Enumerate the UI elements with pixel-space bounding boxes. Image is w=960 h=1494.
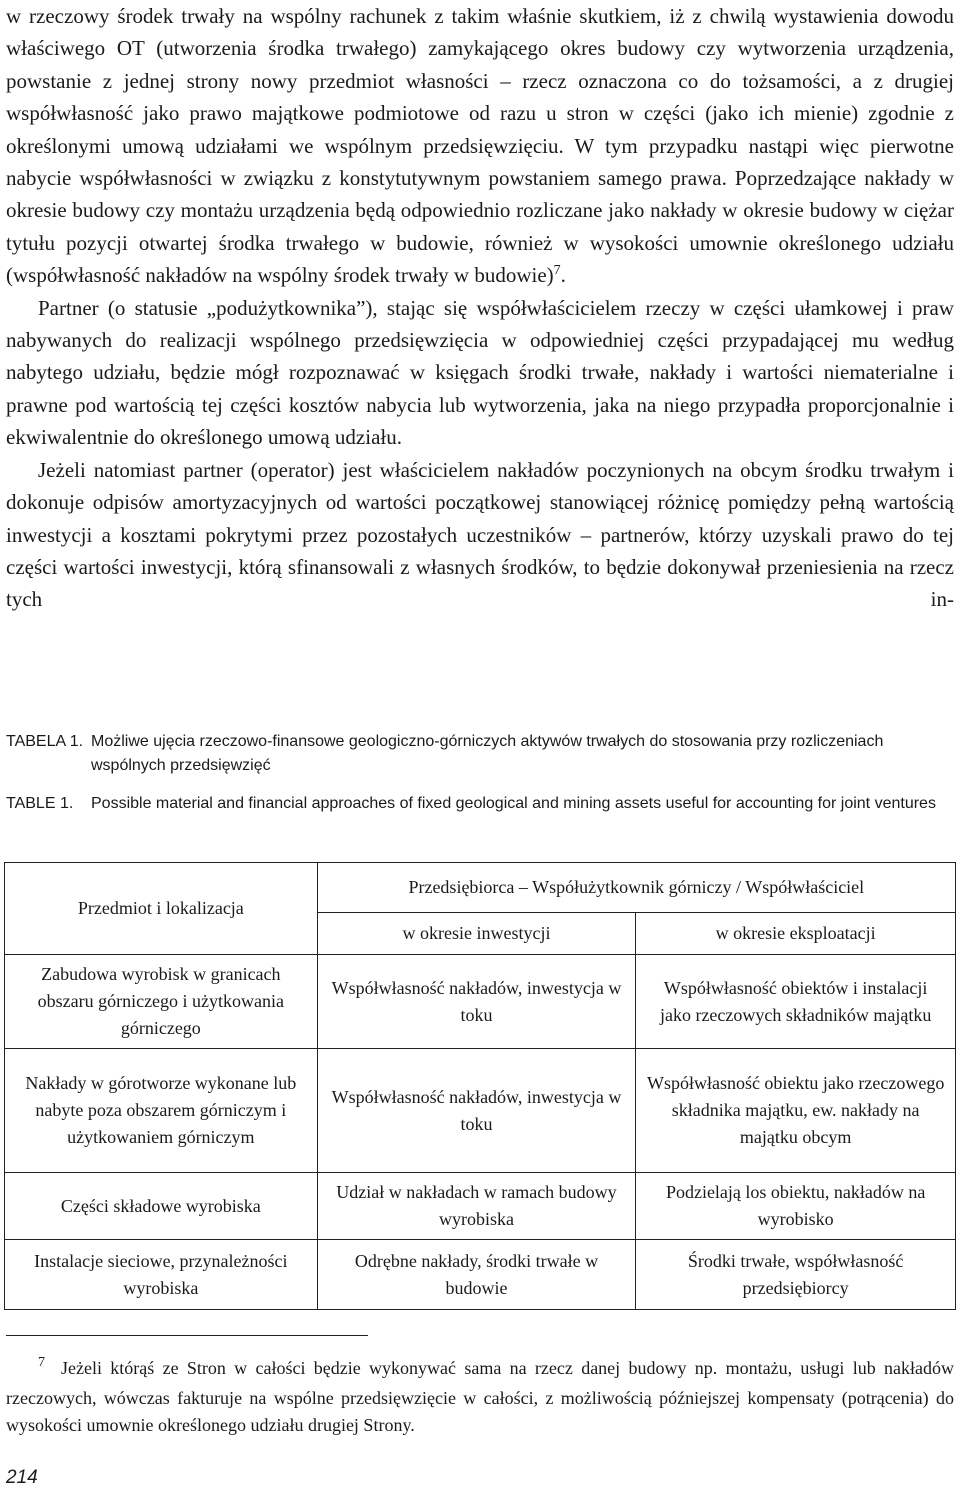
cell-operation: Podzielają los obiektu, nakładów na wyrobisko — [636, 1173, 956, 1240]
table-header-row-1 — [5, 863, 956, 913]
paragraph-1-text: w rzeczowy środek trwały na wspólny rachunek z takim właśnie skutkiem, iż z chwilą wystawienia dowodu właściwego OT (utworzenia środka trwałego) zamykającego okres budowy czy wytworzenia urządzenia, powstanie z jednej strony nowy przedmiot własności – rzecz oznaczona co do tożsamości, a z drugiej współwłasność jako prawo majątkowe podmiotowe od razu u stron w części (jako ich mienie) zgodnie z określonymi umową udziałami we wspólnym przedsięwzięciu. W tym przypadku nastąpi więc pierwotne nabycie współwłasności w związku z konstytutywnym powstaniem samego prawa. Poprzedzające nakłady w okresie budowy czy montażu urządzenia będą odpowiednio rozliczane jako nakłady w okresie budowy w ciężar tytułu pozycji otwartej środka trwałego w budowie, również w wysokości umownie określonego udziału (współwłasność nakładów na wspólny środek trwały w budowie) — [6, 4, 954, 288]
paragraph-1 — [6, 0, 954, 292]
cell-subject: Instalacje sieciowe, przynależności wyrobiska — [5, 1240, 318, 1310]
cell-investment: Współwłasność nakładów, inwestycja w toku — [317, 1049, 636, 1173]
page-number: 214 — [6, 1467, 38, 1488]
cell-operation: Środki trwałe, współwłasność przedsiębiorcy — [636, 1240, 956, 1310]
cell-investment: Odrębne nakłady, środki trwałe w budowie — [317, 1240, 636, 1310]
table-container — [4, 862, 956, 1310]
table-captions — [6, 730, 954, 830]
cell-investment: Współwłasność nakładów, inwestycja w toku — [317, 955, 636, 1049]
table-row — [5, 1049, 956, 1173]
footnote-text: Jeżeli którąś ze Stron w całości będzie wykonywać sama na rzecz danej budowy np. montażu, usługi lub nakładów rzeczowych, wówczas fakturuje na wspólne przedsięwzięcie w całości, z możliwością późniejszej kompensaty (potrącenia) do wysokości umownie określonego udziału drugiej Strony. — [6, 1358, 954, 1435]
table-row — [5, 1173, 956, 1240]
caption-english — [6, 792, 954, 816]
cell-operation: Współwłasność obiektu jako rzeczowego składnika majątku, ew. nakłady na majątku obcym — [636, 1049, 956, 1173]
footnote-reference[interactable]: 7 — [553, 263, 561, 279]
table-row — [5, 1240, 956, 1310]
cell-investment: Udział w nakładach w ramach budowy wyrobiska — [317, 1173, 636, 1240]
footnote — [6, 1355, 954, 1440]
header-group: Przedsiębiorca – Współużytkownik górniczy / Współwłaściciel — [317, 863, 955, 913]
caption-english-label: TABLE 1. — [6, 795, 74, 812]
caption-polish-text: Możliwe ujęcia rzeczowo-finansowe geologiczno-górniczych aktywów trwałych do stosowania przy rozliczeniach wspólnych przedsięwzięć — [91, 733, 884, 774]
cell-subject: Zabudowa wyrobisk w granicach obszaru górniczego i użytkowania górniczego — [5, 955, 318, 1049]
caption-english-text: Possible material and financial approaches of fixed geological and mining assets useful for accounting for joint ventures — [91, 795, 936, 812]
table-row — [5, 955, 956, 1049]
footnote-mark: 7 — [38, 1355, 45, 1370]
caption-polish — [6, 730, 954, 778]
cell-subject: Nakłady w górotworze wykonane lub nabyte poza obszarem górniczym i użytkowaniem górniczym — [5, 1049, 318, 1173]
footnote-separator — [6, 1335, 368, 1336]
body-text — [6, 0, 954, 616]
header-operation: w okresie eksploatacji — [636, 913, 956, 955]
header-investment: w okresie inwestycji — [317, 913, 636, 955]
paragraph-3: Jeżeli natomiast partner (operator) jest właścicielem nakładów poczynionych na obcym środku trwałym i dokonuje odpisów amortyzacyjnych od wartości początkowej stanowiącej różnicę pomiędzy pełną wartością inwestycji a kosztami pokrytymi przez pozostałych uczestników – partnerów, którzy uzyskali prawo do tej części wartości inwestycji, którą sfinansowali z własnych środków, to będzie dokonywał przeniesienia na rzecz tych in- — [6, 457, 954, 612]
cell-operation: Współwłasność obiektów i instalacji jako rzeczowych składników majątku — [636, 955, 956, 1049]
header-subject: Przedmiot i lokalizacja — [5, 863, 318, 955]
cell-subject: Części składowe wyrobiska — [5, 1173, 318, 1240]
paragraph-1-end: . — [560, 263, 566, 288]
assets-table — [4, 862, 956, 1310]
caption-polish-label: TABELA 1. — [6, 733, 84, 750]
paragraph-2: Partner (o statusie „podużytkownika”), stając się współwłaścicielem rzeczy w części ułamkowej i praw nabywanych do realizacji wspólnego przedsięwzięcia w odpowiedniej części przypadającej mu według nabytego udziału, będzie mógł rozpoznawać w księgach środki trwałe, nakłady i wartości niematerialne i prawne pod wartością tej części kosztów nabycia lub wytworzenia, jaka na niego przypadła proporcjonalnie i ekwiwalentnie do określonego umową udziału. — [6, 295, 954, 450]
